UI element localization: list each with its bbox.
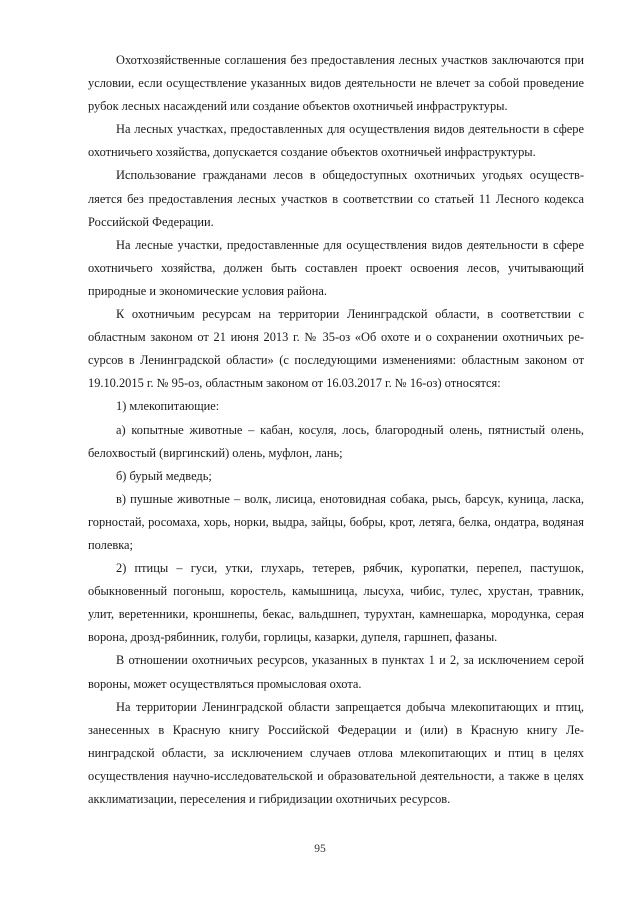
paragraph-infrastructure: На лесных участках, предоставленных для осуществления видов деятельности в сфере охотничьего хозяйства, допускается создание объектов охотничьей инфраструктуры. (88, 122, 584, 160)
paragraph-hunting-resources: К охотничьим ресурсам на территории Ленинградской области, в соответствии с областным законом от 21 июня 2013 г. № 35-оз «Об охоте и о сохранении охотничьих ресурсов в Ленинградской области» (с последующими изменениями: областным законом от 19.10.2015 г. № 95-оз, областным законом от 16.03.2017 г. № 16-оз) относятся: (88, 307, 584, 391)
paragraph-hunting-agreements: Охотхозяйственные соглашения без предоставления лесных участков заключаются при условии, если осуществление указанных видов деятельности не влечет за собой проведение рубок лесных насаждений или создание объектов охотничьей инфраструктуры. (88, 53, 584, 114)
paragraph-red-book: На территории Ленинградской области запрещается добыча млекопитающих и птиц, занесенных в Красную книгу Российской Федерации и (или) в Красную книгу Ленинградской области, за исключением случаев отлова млекопитающих и птиц в целях осуществления научно-исследовательской и образовательной деятельности, а также в целях акклиматизации, переселения и гибридизации охотничьих ресурсов. (88, 699, 584, 806)
page-number: 95 (314, 843, 326, 855)
document-body (88, 49, 584, 811)
paragraph-public-use: Использование гражданами лесов в общедоступных охотничьих угодьях осуществляется без предоставления лесных участков в соответствии со статьей 11 Лесного кодекса Российской Федерации. (88, 168, 584, 229)
paragraph-forest-project: На лесные участки, предоставленные для осуществления видов деятельности в сфере охотничьего хозяйства, должен быть составлен проект освоения лесов, учитывающий природные и экономические условия района. (88, 237, 584, 298)
list-item-fur-animals: в) пушные животные – волк, лисица, енотовидная собака, рысь, барсук, куница, ласка, горностай, росомаха, хорь, норки, выдра, зайцы, бобры, крот, летяга, белка, ондатра, водяная полевка; (88, 491, 584, 552)
list-item-ungulates: а) копытные животные – кабан, косуля, лось, благородный олень, пятнистый олень, белохвостый (виргинский) олень, муфлон, лань; (88, 422, 584, 460)
list-item-birds: 2) птицы – гуси, утки, глухарь, тетерев, рябчик, куропатки, перепел, пастушок, обыкновенный погоныш, коростель, камышница, лысуха, чибис, тулес, хрустан, травник, улит, веретенники, кроншнепы, бекас, вальдшнеп, турухтан, камнешарка, мородунка, серая ворона, дрозд-рябинник, голуби, горлицы, казарки, дупеля, гаршнеп, фазаны. (88, 561, 584, 645)
paragraph-commercial-hunting: В отношении охотничьих ресурсов, указанных в пунктах 1 и 2, за исключением серой вороны, может осуществляться промысловая охота. (88, 653, 584, 691)
list-item-brown-bear: б) бурый медведь; (116, 468, 212, 483)
list-item-mammals: 1) млекопитающие: (116, 399, 220, 414)
